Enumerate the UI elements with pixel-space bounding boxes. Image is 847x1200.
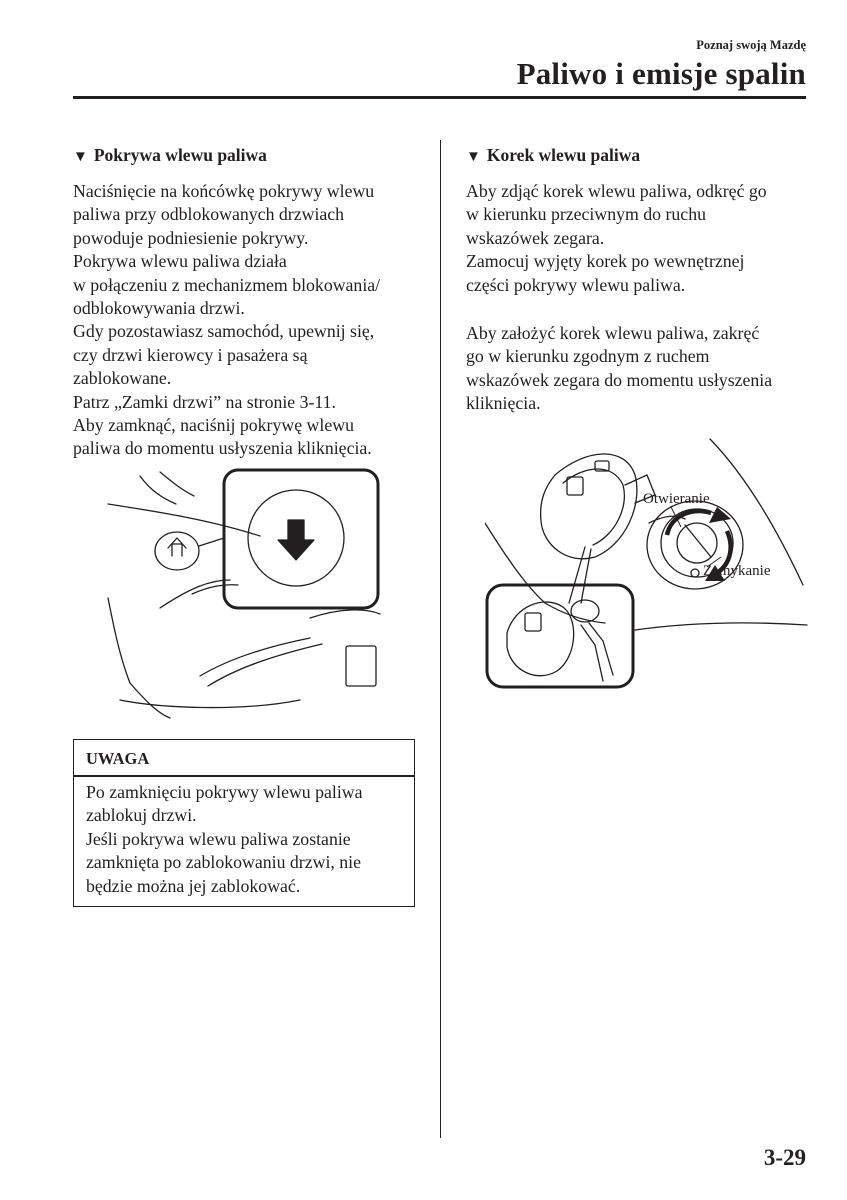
text-line: będzie można jej zablokować. [86,875,301,896]
text-line: Naciśnięcie na końcówkę pokrywy wlewu [73,181,375,201]
note-divider [74,775,414,777]
triangle-marker-icon: ▼ [73,149,88,165]
section-heading-fuel-cap [466,145,640,166]
text-line: Aby zdjąć korek wlewu paliwa, odkręć go [466,181,767,201]
section-heading-fuel-door [73,145,267,166]
text-line: części pokrywy wlewu paliwa. [466,274,686,295]
text-line: wskazówek zegara. [466,227,605,248]
text-line: powoduje podniesienie pokrywy. [73,227,309,248]
page-number: 3-29 [763,1145,806,1170]
text-line: w połączeniu z mechanizmem blokowania/ [73,274,381,295]
text-line: zablokuj drzwi. [86,805,197,826]
text-line: zablokowane. [73,368,172,389]
label-opening: Otwieranie [643,491,710,507]
text-line: Pokrywa wlewu paliwa działa [73,251,287,272]
text-line: wskazówek zegara do momentu usłyszenia [466,369,773,390]
page-title: Paliwo i emisje spalin [516,56,806,91]
text-line: Aby założyć korek wlewu paliwa, zakręć [466,323,760,343]
text-line: zamknięta po zablokowaniu drzwi, nie [86,852,362,873]
text-line: paliwa przy odblokowanych drzwiach [73,204,345,225]
breadcrumb: Poznaj swoją Mazdę [696,38,806,52]
fuel-door-illustration [100,468,390,720]
header-rule [73,96,806,99]
section-heading-text: Korek wlewu paliwa [486,145,641,165]
fuel-door-paragraph [73,180,380,461]
cross-reference-link[interactable]: Patrz „Zamki drzwi” na stronie 3-11. [73,391,337,412]
label-closing: Zamykanie [703,563,771,579]
text-line: czy drzwi kierowcy i pasażera są [73,344,308,365]
note-text [86,781,363,898]
triangle-marker-icon: ▼ [466,149,481,165]
fuel-cap-paragraph-install [466,322,772,416]
text-line: go w kierunku zgodnym z ruchem [466,346,710,367]
section-heading-text: Pokrywa wlewu paliwa [93,145,267,165]
text-line: Po zamknięciu pokrywy wlewu paliwa [86,782,363,802]
column-divider [440,140,441,1138]
text-line: Zamocuj wyjęty korek po wewnętrznej [466,251,745,272]
fuel-cap-illustration [485,435,810,690]
text-line: paliwa do momentu usłyszenia kliknięcia. [73,438,372,459]
text-line: w kierunku przeciwnym do ruchu [466,204,706,225]
text-line: Jeśli pokrywa wlewu paliwa zostanie [86,828,351,849]
text-line: Aby zamknąć, naciśnij pokrywę wlewu [73,415,354,436]
fuel-cap-paragraph-remove [466,180,767,297]
text-line: Gdy pozostawiasz samochód, upewnij się, [73,321,375,342]
note-box [73,739,415,907]
text-line: odblokowywania drzwi. [73,298,245,319]
text-line: kliknięcia. [466,393,541,414]
note-title: UWAGA [86,749,150,768]
